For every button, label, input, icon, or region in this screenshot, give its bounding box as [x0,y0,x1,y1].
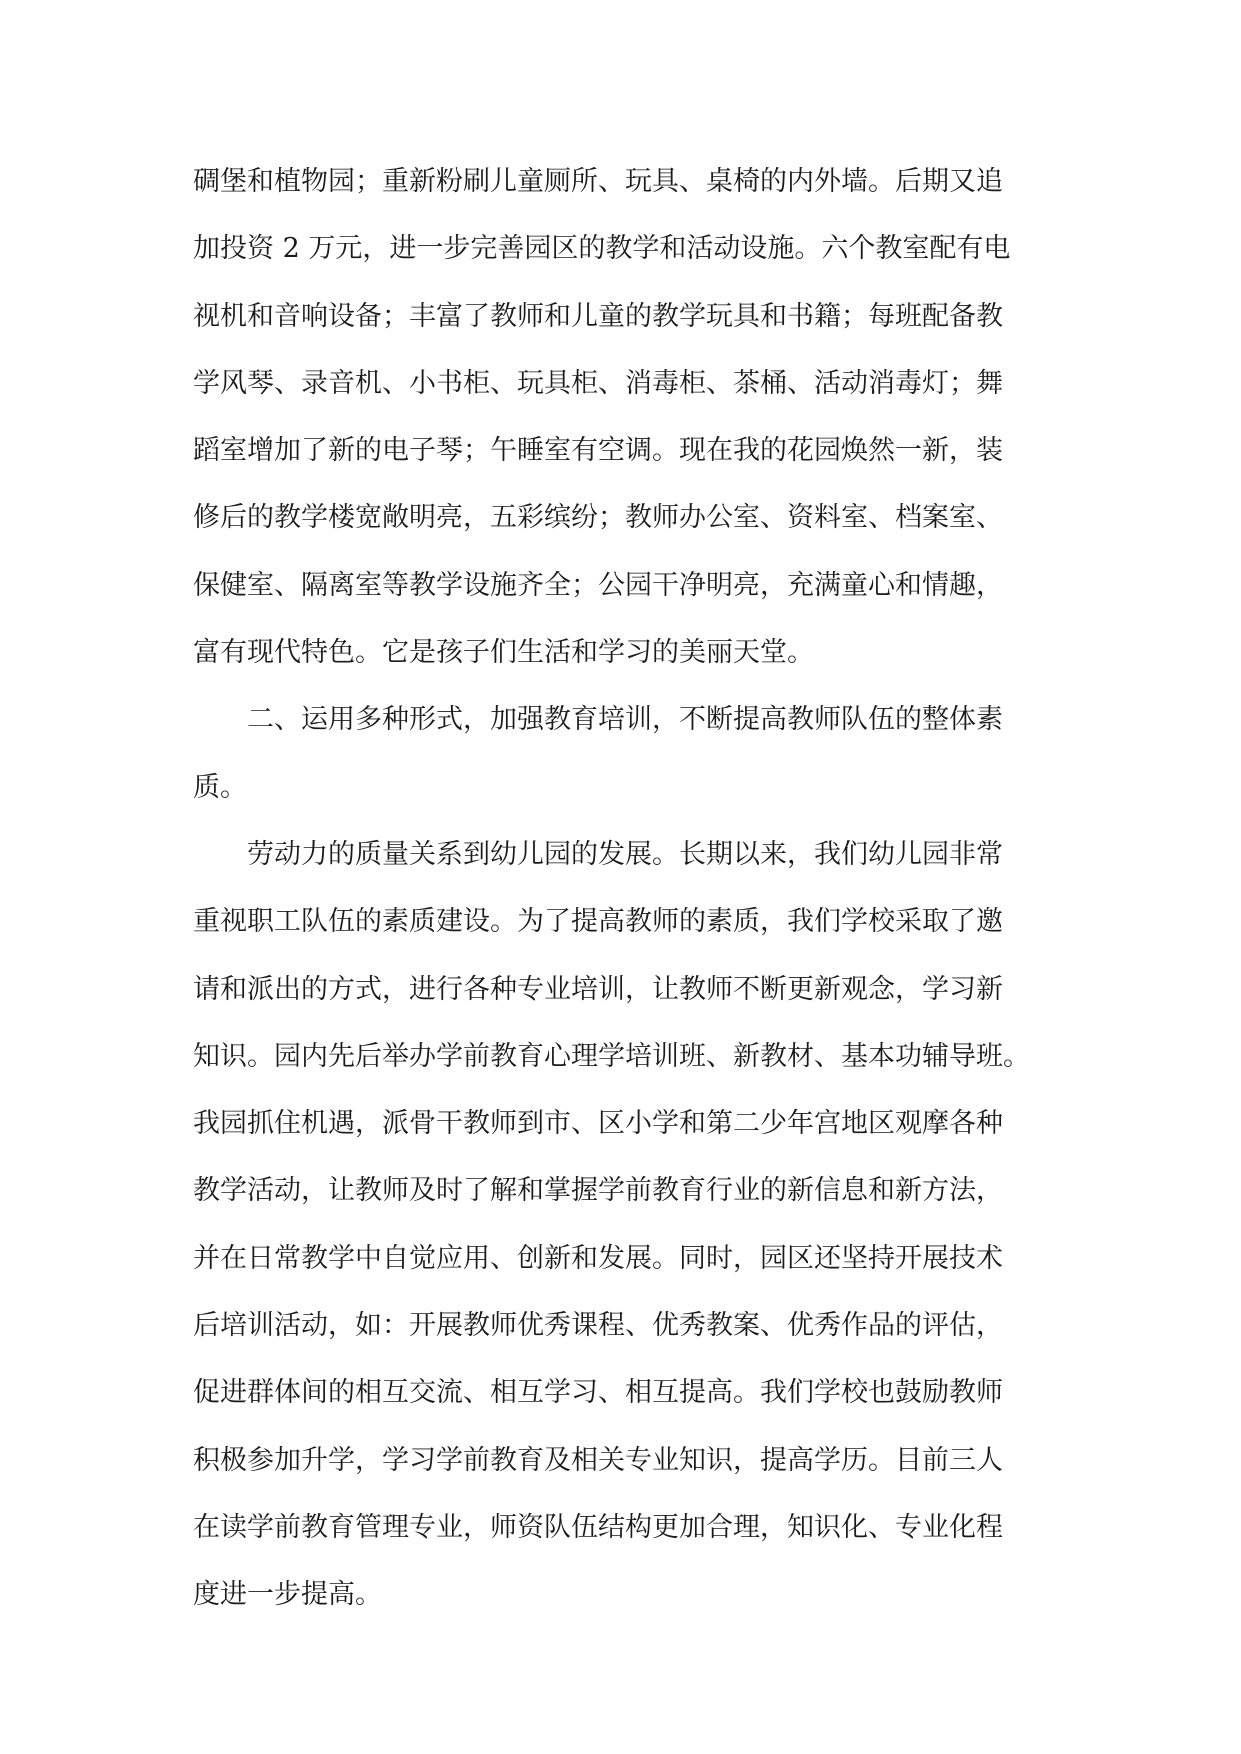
text-line: 在读学前教育管理专业，师资队伍结构更加合理，知识化、专业化程 [193,1511,1003,1543]
text-line: 请和派出的方式，进行各种专业培训，让教师不断更新观念，学习新 [193,973,1003,1005]
text-line: 修后的教学楼宽敞明亮，五彩缤纷；教师办公室、资料室、档案室、 [193,502,1003,534]
text-line: 后培训活动，如：开展教师优秀课程、优秀教案、优秀作品的评估， [193,1310,1003,1342]
text-line: 视机和音响设备；丰富了教师和儿童的教学玩具和书籍；每班配备教 [193,300,1003,332]
text-line: 碉堡和植物园；重新粉刷儿童厕所、玩具、桌椅的内外墙。后期又追 [193,166,1003,197]
paragraph-first-line: 劳动力的质量关系到幼儿园的发展。长期以来，我们幼儿园非常 [247,838,1003,870]
text-line: 富有现代特色。它是孩子们生活和学习的美丽天堂。 [193,637,814,669]
document-body [193,162,1073,1643]
text-line: 知识。园内先后举办学前教育心理学培训班、新教材、基本功辅导班。 [193,1040,1030,1072]
text-line: 学风琴、录音机、小书柜、玩具柜、消毒柜、茶桶、活动消毒灯；舞 [193,367,1003,399]
paragraph-first-line: 二、运用多种形式，加强教育培训，不断提高教师队伍的整体素 [247,704,1003,736]
text-line: 促进群体间的相互交流、相互学习、相互提高。我们学校也鼓励教师 [193,1377,1003,1409]
text-line: 度进一步提高。 [193,1579,382,1611]
text-line: 蹈室增加了新的电子琴；午睡室有空调。现在我的花园焕然一新，装 [193,435,1003,467]
text-line: 保健室、隔离室等教学设施齐全；公园干净明亮，充满童心和情趣， [193,569,1003,601]
text-line: 教学活动，让教师及时了解和掌握学前教育行业的新信息和新方法， [193,1175,1003,1207]
text-line: 并在日常教学中自觉应用、创新和发展。同时，园区还坚持开展技术 [193,1242,1003,1274]
text-line: 重视职工队伍的素质建设。为了提高教师的素质，我们学校采取了邀 [193,906,1003,938]
text-line: 我园抓住机遇，派骨干教师到市、区小学和第二少年宫地区观摩各种 [193,1108,1003,1140]
text-line: 积极参加升学，学习学前教育及相关专业知识，提高学历。目前三人 [193,1444,1003,1476]
text-line: 加投资 2 万元，进一步完善园区的教学和活动设施。六个教室配有电 [193,233,1011,265]
text-line: 质。 [193,771,247,803]
